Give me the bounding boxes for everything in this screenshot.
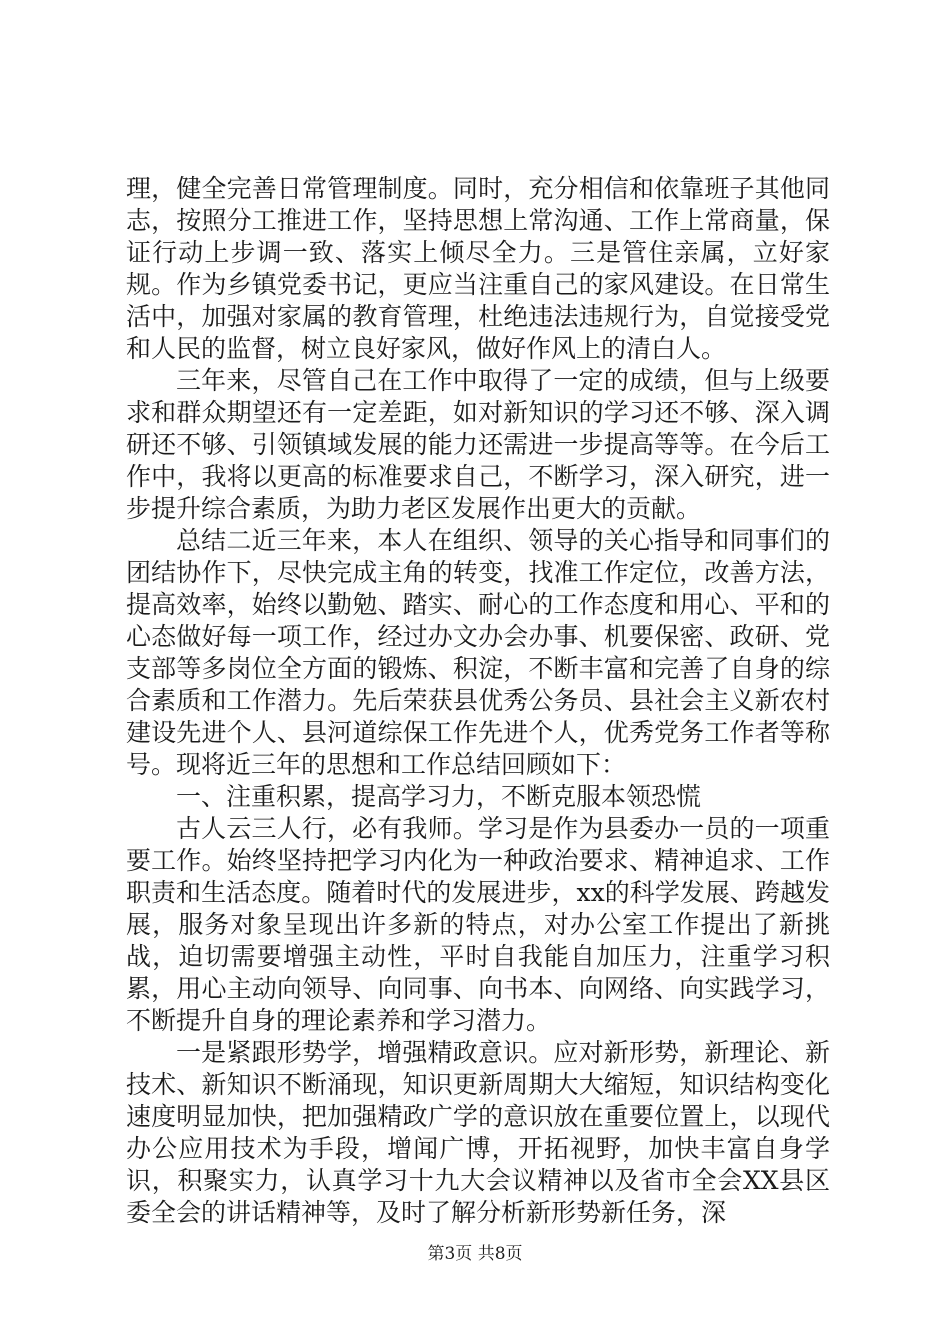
section-heading-1: 一、注重积累，提高学习力，不断克服本领恐慌 (176, 782, 702, 811)
paragraph-4: 古人云三人行，必有我师。学习是作为县委办一员的一项重要工作。始终坚持把学习内化为一种政治要求、精神追求、工作职责和生活态度。随着时代的发展进步，xx的科学发展、跨越发展，服务对象呈现出许多新的特点，对办公室工作提出了新挑战，迫切需要增强主动性，平时自我能自加压力，注重学习积累，用心主动向领导、向同事、向书本、向网络、向实践学习，不断提升自身的理论素养和学习潜力。 (126, 814, 830, 1035)
paragraph-2: 三年来，尽管自己在工作中取得了一定的成绩，但与上级要求和群众期望还有一定差距，如对新知识的学习还不够、深入调研还不够、引领镇域发展的能力还需进一步提高等等。在今后工作中，我将以更高的标准要求自己，不断学习，深入研究，进一步提升综合素质，为助力老区发展作出更大的贡献。 (126, 366, 830, 523)
paragraph-5: 一是紧跟形势学，增强精政意识。应对新形势，新理论、新技术、新知识不断涌现，知识更新周期大大缩短，知识结构变化速度明显加快，把加强精政广学的意识放在重要位置上，以现代办公应用技术为手段，增闻广博，开拓视野，加快丰富自身学识，积聚实力，认真学习十九大会议精神以及省市全会XX县区委全会的讲话精神等，及时了解分析新形势新任务，深 (126, 1038, 830, 1227)
page-footer: 第3页 共8页 (427, 1244, 523, 1264)
paragraph-1: 理，健全完善日常管理制度。同时，充分相信和依靠班子其他同志，按照分工推进工作，坚持思想上常沟通、工作上常商量，保证行动上步调一致、落实上倾尽全力。三是管住亲属，立好家规。作为乡镇党委书记，更应当注重自己的家风建设。在日常生活中，加强对家属的教育管理，杜绝违法违规行为，自觉接受党和人民的监督，树立良好家风，做好作风上的清白人。 (126, 174, 830, 363)
document-body (126, 173, 830, 1229)
paragraph-3: 总结二近三年来，本人在组织、领导的关心指导和同事们的团结协作下，尽快完成主角的转变，找准工作定位，改善方法，提高效率，始终以勤勉、踏实、耐心的工作态度和用心、平和的心态做好每一项工作，经过办文办会办事、机要保密、政研、党支部等多岗位全方面的锻炼、积淀，不断丰富和完善了自身的综合素质和工作潜力。先后荣获县优秀公务员、县社会主义新农村建设先进个人、县河道综保工作先进个人，优秀党务工作者等称号。现将近三年的思想和工作总结回顾如下： (126, 526, 830, 779)
